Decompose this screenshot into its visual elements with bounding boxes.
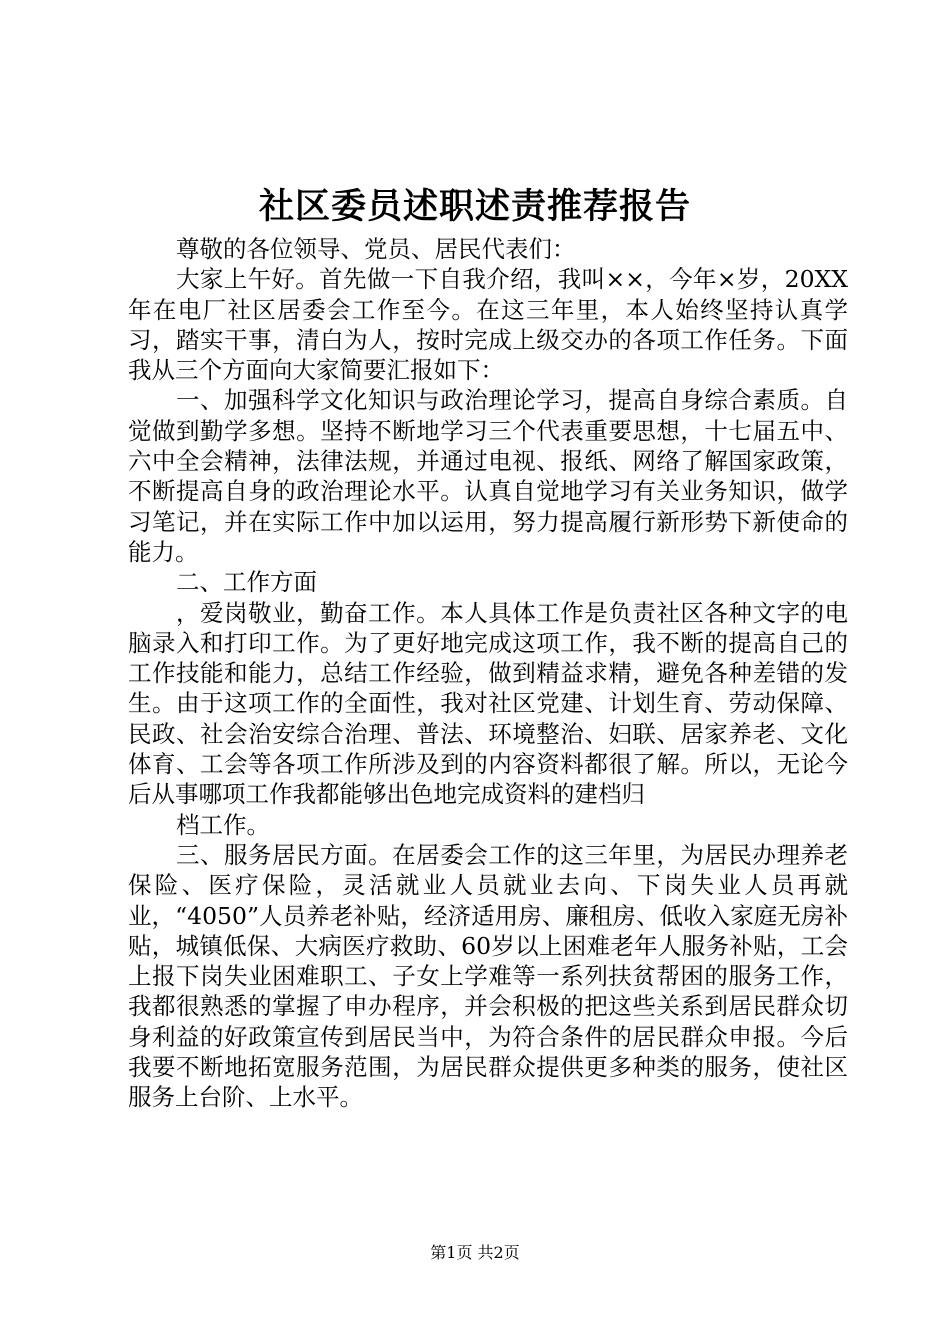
section-one-paragraph: 一、加强科学文化知识与政治理论学习，提高自身综合素质。自觉做到勤学多想。坚持不断地学习三个代表重要思想，十七届五中、六中全会精神，法律法规，并通过电视、报纸、网络了解国家政策，不断提高自身的政治理论水平。认真自觉地学习有关业务知识，做学习笔记，并在实际工作中加以运用，努力提高履行新形势下新使命的能力。	[128, 386, 848, 566]
salutation-paragraph: 尊敬的各位领导、党员、居民代表们：	[176, 235, 576, 263]
section-three-paragraph: 三、服务居民方面。在居委会工作的这三年里，为居民办理养老保险、医疗保险，灵活就业人员就业去向、下岗失业人员再就业，“4050”人员养老补贴，经济适用房、廉租房、低收入家庭无房补贴，城镇低保、大病医疗救助、60岁以上困难老年人服务补贴，工会上报下岗失业困难职工、子女上学难等一系列扶贫帮困的服务工作，我都很熟悉的掌握了申办程序，并会积极的把这些关系到居民群众切身利益的好政策宣传到居民当中，为符合条件的居民群众申报。今后我要不断地拓宽服务范围，为居民群众提供更多种类的服务，使社区服务上台阶、上水平。	[128, 840, 848, 1112]
intro-paragraph: 大家上午好。首先做一下自我介绍，我叫××，今年×岁，20XX年在电厂社区居委会工作至今。在这三年里，本人始终坚持认真学习，踏实干事，清白为人，按时完成上级交办的各项工作任务。下面我从三个方面向大家简要汇报如下：	[128, 265, 848, 385]
section-two-heading: 二、工作方面	[176, 568, 317, 597]
section-two-continuation: 档工作。	[176, 810, 270, 839]
document-body	[128, 234, 848, 1113]
document-title: 社区委员述职述责推荐报告	[258, 186, 691, 227]
page-number-footer: 第1页 共2页	[430, 1243, 520, 1262]
section-two-paragraph: ，爱岗敬业，勤奋工作。本人具体工作是负责社区各种文字的电脑录入和打印工作。为了更好地完成这项工作，我不断的提高自己的工作技能和能力，总结工作经验，做到精益求精，避免各种差错的发生。由于这项工作的全面性，我对社区党建、计划生育、劳动保障、民政、社会治安综合治理、普法、环境整治、妇联、居家养老、文化体育、工会等各项工作所涉及到的内容资料都很了解。所以，无论今后从事哪项工作我都能够出色地完成资料的建档归	[128, 598, 848, 809]
